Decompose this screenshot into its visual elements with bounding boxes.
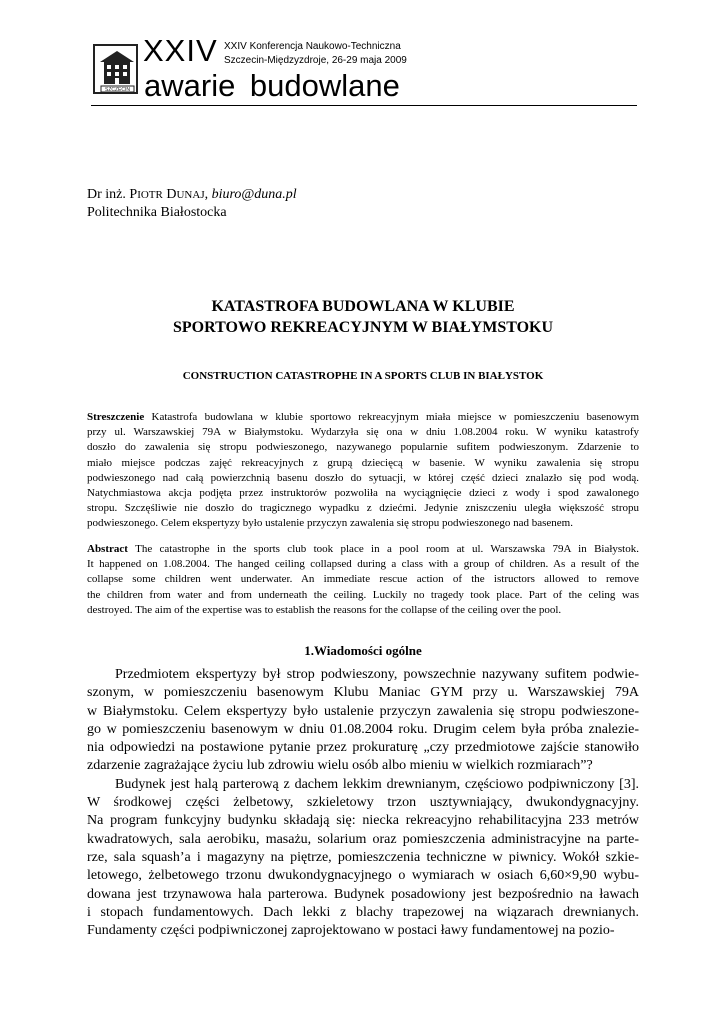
- text-line: stropu. Szczęśliwie nie doszło do tragicznego wypadku z dziećmi. Jedynie zniszczeniu uległa większość stropu: [87, 502, 639, 515]
- conference-name: XXIV Konferencja Naukowo-Techniczna: [224, 41, 401, 52]
- text-line: zdarzenie zagrażające życiu lub zdrowiu wielu osób albo mieniu w wielkich rozmiarach”?: [87, 758, 593, 774]
- author-email: biuro@duna.pl: [211, 187, 297, 202]
- text-line: destroyed. The aim of the expertise was to establish the reasons for the collapse of the ceiling over the pool.: [87, 603, 562, 616]
- text-line: collapse some children went underwater. An immediate rescue action of the istructors allowed to remove: [87, 573, 639, 586]
- text-line: Natychmiastowa akcja podjęta przez instruktorów pozwoliła na wyciągnięcie dzieci z wody i spod zawalonego: [87, 487, 639, 500]
- text-line: dowana jest trzynawowa hala parterowa. Budynek posadowiony jest bezpośrednio na ławach: [87, 886, 639, 902]
- paper-title-line-2: SPORTOWO REKREACYJNYM W BIAŁYMSTOKU: [172, 319, 554, 336]
- conference-location-date: Szczecin-Międzyzdroje, 26-29 maja 2009: [224, 55, 407, 66]
- author-name: PIOTR DUNAJ: [129, 187, 205, 202]
- text-line: kwadratowych, sala aerobiku, masażu, solarium oraz pomieszczenia administracyjne na parte-: [87, 831, 639, 847]
- text-line: Abstract The catastrophe in the sports club took place in a pool room at ul. Warszawska 79A in Białystok.: [87, 543, 639, 555]
- text-line: podwieszonego nad całą powierzchnią basenu doszło do sytuacji, w której część dzieci znalazło się pod wodą.: [87, 471, 639, 484]
- paragraph-label: Abstract: [87, 543, 128, 555]
- building-logo-icon: [97, 48, 138, 94]
- text-line: doszło do zawalenia się stropu podwieszonego, nazywanego popularnie sufitem podwieszonym. Zdarzenie to: [87, 441, 639, 454]
- text-line: miało miejsce podczas zajęć rekreacyjnych z grupą dziecięcą w basenie. W wyniku zawalenia się stropu: [87, 456, 639, 469]
- abstract-paragraph: [87, 542, 639, 618]
- paper-title: [87, 296, 639, 338]
- text-line: nia odpowiedzi na postawione pytanie przez prokuraturę „czy przedmiotowe zajście stanowiło: [87, 740, 639, 756]
- text-line: szonym, w pomieszczeniu basenowym Klubu Maniac GYM przy u. Warszawskiej 79A: [87, 685, 639, 701]
- text-line: Fundamenty części podpiwniczonej zaprojektowano w postaci ławy fundamentowej na pozio-: [87, 923, 615, 939]
- text-line: podwieszonego. Celem ekspertyzy było ustalenie przyczyn zawalenia się stropu podwieszonego nad basenem.: [87, 517, 573, 530]
- author-line: Dr inż. PIOTR DUNAJ, biuro@duna.pl: [87, 187, 297, 202]
- streszczenie-paragraph: [87, 410, 639, 532]
- paper-title-line-1: KATASTROFA BUDOWLANA W KLUBIE: [211, 298, 515, 315]
- conference-logo: [93, 44, 138, 94]
- text-line: przy ul. Warszawskiej 79A w Białymstoku. Wydarzyła się ona w dniu 1.08.2004 roku. W wyniku katastrofy: [87, 426, 639, 439]
- text-line: w Białymstoku. Celem ekspertyzy było ustalenie przyczyn zawalenia się stropu podwieszone-: [87, 703, 639, 719]
- section-heading: 1.Wiadomości ogólne: [304, 643, 422, 658]
- edition-number: XXIV: [143, 33, 218, 68]
- text-line: rze, sala squash’a i magazyny na piętrze, pomieszczenia techniczne w piwnicy. Wokół szkie-: [87, 849, 639, 865]
- text-line: go w pomieszczeniu basenowym w dniu 01.08.2004 roku. Drugim celem była próba znalezie-: [87, 721, 639, 737]
- conference-title: awarie budowlane: [144, 68, 400, 103]
- text-line: i stopach fundamentowych. Dach lekki z blachy trapezowej na wiązarach drewnianych.: [87, 904, 639, 920]
- author-prefix: Dr inż.: [87, 187, 126, 202]
- text-line: Streszczenie Katastrofa budowlana w klubie sportowo rekreacyjnym miała miejsce w pomieszczeniu basenowym: [87, 411, 640, 423]
- text-line: letowego, żelbetowego trzonu dwukondygnacyjnego o wymiarach w osiach 6,60×9,90 wybu-: [87, 868, 639, 884]
- text-line: Na program funkcyjny budynku składają się: niecka rekreacyjno rehabilitacyjna 233 metrów: [87, 813, 639, 829]
- section-body: [87, 666, 639, 940]
- conference-header: [0, 0, 724, 112]
- text-line: the children from water and from underneath the ceiling. Luckily no tragedy took place. Part of the celing was: [87, 588, 639, 601]
- header-divider: [91, 105, 637, 106]
- author-affiliation: Politechnika Białostocka: [87, 205, 227, 220]
- text-line: It happened on 1.08.2004. The hanged ceiling collapsed during a class with a group of children. As a result of the: [87, 558, 639, 571]
- text-line: Przedmiotem ekspertyzy był strop podwieszony, powszechnie nazywany sufitem podwie-: [115, 667, 639, 682]
- paper-title-english: CONSTRUCTION CATASTROPHE IN A SPORTS CLUB IN BIAŁYSTOK: [182, 370, 544, 382]
- paragraph-label: Streszczenie: [87, 411, 145, 423]
- svg-text:SZCZECIN: SZCZECIN: [105, 87, 130, 93]
- text-line: Budynek jest halą parterową z dachem lekkim drewnianym, częściowo podpiwniczony [3].: [115, 776, 639, 792]
- text-line: W środkowej części żelbetowy, szkieletowy trzon usztywniający, dwukondygnacyjny.: [87, 795, 639, 811]
